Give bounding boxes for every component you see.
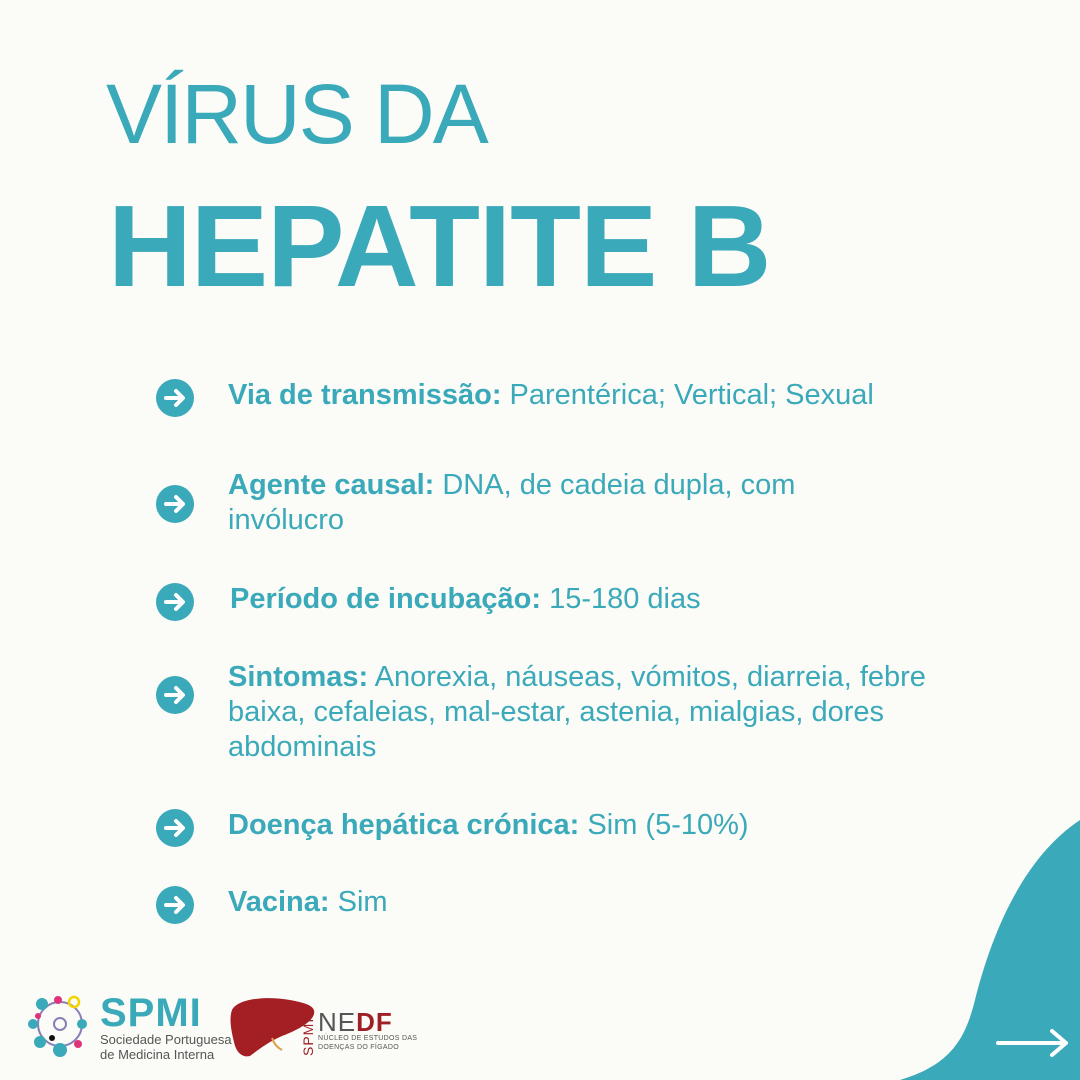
arrow-right-circle-icon — [155, 808, 195, 848]
spmi-logo-icon — [24, 994, 96, 1058]
arrow-right-circle-icon — [155, 885, 195, 925]
arrow-right-circle-icon — [155, 378, 195, 418]
nedf-name — [318, 1007, 418, 1037]
nedf-subtitle: NÚCLEO DE ESTUDOS DAS DOENÇAS DO FÍGADO — [318, 1035, 418, 1051]
arrow-right-circle-icon — [155, 484, 195, 524]
spmi-subtitle-1: Sociedade Portuguesa — [100, 1032, 232, 1047]
spmi-name: SPMI — [100, 991, 202, 1035]
info-item-label: Agente causal: — [228, 469, 435, 501]
nedf-name-prefix: NE — [318, 1007, 357, 1037]
info-item-value: 15-180 dias — [549, 583, 701, 615]
info-item-text — [228, 378, 928, 413]
info-item-text — [228, 660, 928, 765]
info-item-text — [228, 808, 928, 843]
title-line-1: VÍRUS DA — [106, 67, 487, 161]
info-item-label: Via de transmissão: — [228, 379, 502, 411]
info-item-value: Sim (5-10%) — [587, 809, 749, 841]
info-item-text — [228, 468, 848, 538]
nedf-name-suffix: DF — [356, 1007, 393, 1037]
info-item-text — [230, 582, 930, 617]
arrow-right-circle-icon — [155, 675, 195, 715]
info-item-label: Sintomas: — [228, 661, 369, 693]
info-item-value: DNA, de cadeia dupla, com invólucro — [228, 469, 796, 536]
nedf-vertical-label: SPMI — [300, 1017, 316, 1056]
info-item-label: Período de incubação: — [230, 583, 541, 615]
info-item-value: Parentérica; Vertical; Sexual — [509, 379, 874, 411]
info-item-label: Doença hepática crónica: — [228, 809, 580, 841]
title-line-2: HEPATITE B — [108, 181, 771, 311]
spmi-brand — [100, 991, 232, 1062]
nedf-brand — [318, 1007, 418, 1052]
arrow-right-icon[interactable] — [996, 1026, 1072, 1060]
info-item-text — [228, 885, 928, 920]
info-item-value: Anorexia, náuseas, vómitos, diarreia, febre baixa, cefaleias, mal-estar, astenia, mialgias, dores abdominais — [228, 661, 926, 763]
info-item-value: Sim — [337, 886, 388, 918]
info-item-label: Vacina: — [228, 886, 330, 918]
arrow-right-circle-icon — [155, 582, 195, 622]
spmi-subtitle-2: de Medicina Interna — [100, 1047, 215, 1062]
